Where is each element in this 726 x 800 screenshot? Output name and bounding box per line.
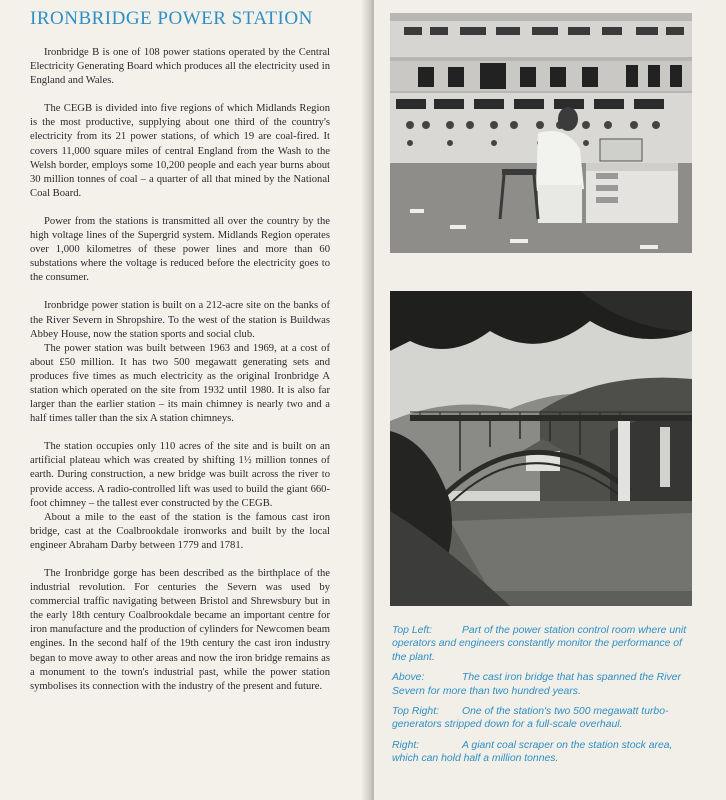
iron-bridge-photo: [390, 291, 692, 606]
caption-top-right: [392, 705, 692, 732]
caption-text: A giant coal scraper on the station stock area, which can hold half a million tonnes.: [392, 739, 673, 765]
caption-text: The cast iron bridge that has spanned the River Severn for more than two hundred years.: [392, 672, 681, 697]
paragraph-1: Ironbridge B is one of 108 power stations operated by the Central Electricity Generating Board which produces all the electricity used in England and Wales.: [30, 47, 330, 87]
control-room-illustration: [390, 13, 692, 253]
article-body: [30, 46, 330, 694]
caption-text: Part of the power station control room where unit operators and engineers constantly monitor the performance of the plant.: [392, 625, 687, 663]
paragraph-2: The CEGB is divided into five regions of which Midlands Region is the most productive, supplying about one third of the country's electricity from its 21 power stations, of which 19 are coal-fired. It covers 11,000 square miles of central England from the Wash to the Welsh border, employs some 10,200 people and each year burns about 30 million tonnes of coal – a quarter of all that mined by the National Coal Board.: [30, 103, 330, 199]
photo-captions: [392, 624, 692, 773]
caption-label: Top Left:: [392, 625, 433, 636]
caption-above: [392, 671, 692, 698]
control-room-photo: [390, 13, 692, 253]
paragraph-6: The station occupies only 110 acres of the site and is built on an artificial plateau which was created by shifting 1½ million tonnes of earth. During construction, a new bridge was built across the river to provide access. A radio-controlled lift was used to build the giant 660-foot chimney – the tallest ever constructed by the CEGB.: [30, 441, 330, 509]
page-title: IRONBRIDGE POWER STATION: [30, 8, 313, 29]
paragraph-5: The power station was built between 1963 and 1969, at a cost of about £50 million. It has two 500 megawatt generating sets and produces five times as much electricity as the original Ironbridge A station which operated on the site from 1932 until 1980. It is also far larger than the earlier station – its main chimney is nearly two and a half times taller than the six A station chimneys.: [30, 342, 330, 425]
caption-label: Top Right:: [392, 706, 439, 718]
paragraph-7: About a mile to the east of the station is the famous cast iron bridge, cast at the Coalbrookdale ironworks and built by the local engineer Abraham Darby between 1779 and 1781.: [30, 511, 330, 551]
caption-text: One of the station's two 500 megawatt turbo-generators stripped down for a full-scale overhaul.: [392, 706, 669, 731]
caption-top-left: [392, 624, 692, 664]
paragraph-3: Power from the stations is transmitted all over the country by the high voltage lines of the Supergrid system. Midlands Region operates over 1,000 kilometres of these power lines and more than 60 substations where the voltage is reduced before the electricity goes to the consumer.: [30, 215, 330, 284]
caption-right: [392, 739, 692, 766]
paragraph-8: The Ironbridge gorge has been described as the birthplace of the industrial revolution. For centuries the Severn was used by commercial traffic navigating between Bristol and Shrewsbury but in the early 18th century Coalbrookdale became an important centre for iron manufacture and the production of cylinders for Newcomen beam engines. In the second half of the 19th century the cast iron industry began to move away to other areas and now the iron bridge remains as a monument to the town's industrial past, while the power station symbolises its connection with the industry of the present and future.: [30, 568, 330, 692]
paragraph-4: Ironbridge power station is built on a 212-acre site on the banks of the River Severn in Shropshire. To the west of the station is Buildwas Abbey House, now the station sports and social club.: [30, 300, 330, 340]
right-page: [374, 0, 726, 800]
iron-bridge-illustration: [390, 291, 692, 606]
caption-label: Right:: [392, 739, 420, 751]
caption-label: Above:: [392, 672, 425, 684]
